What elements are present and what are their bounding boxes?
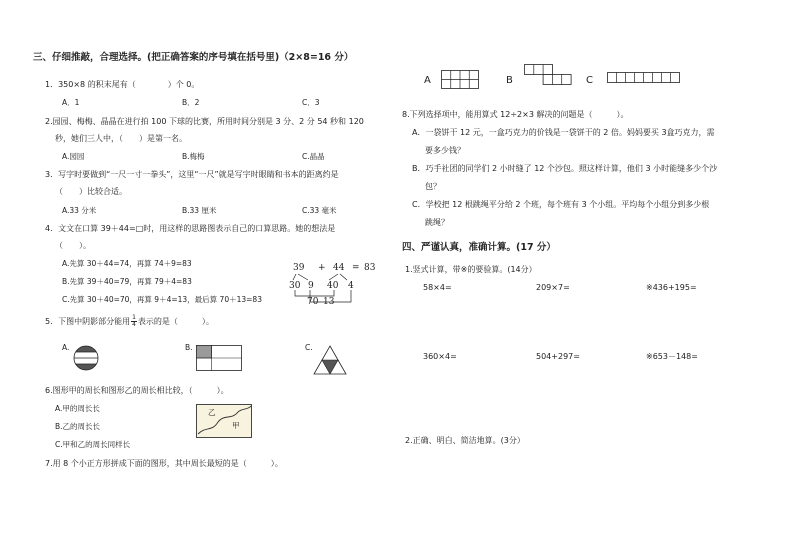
q7-option-a: A — [424, 75, 431, 86]
q4-option-b: B.先算 39＋40=79，再算 79＋4=83 — [62, 277, 192, 286]
q2-stem-line2: 秒，她们三人中，（ ）是第一名。 — [55, 134, 187, 143]
q8-option-b-line2: 包？ — [425, 182, 441, 191]
q1-stem: 1．350×8 的积末尾有（ ）个 0。 — [45, 80, 200, 89]
q1-option-a: A．1 — [62, 98, 80, 107]
q3-option-b: B.33 厘米 — [182, 206, 217, 215]
q6-option-b: B.乙的周长长 — [55, 422, 101, 431]
diagram-mid-30: 30 — [289, 281, 301, 291]
diagram-bottom-70: 70 — [307, 297, 319, 307]
section4-title: 四、严谨认真，准确计算。(17 分） — [402, 242, 556, 253]
q8-option-c-line2: 跳绳？ — [425, 218, 449, 227]
q3-stem-line2: （ ）比较合适。 — [55, 187, 127, 196]
section4-part1-instruction: 1.竖式计算，带※的要验算。(14分） — [405, 265, 537, 274]
q8-option-c-line1: C．学校把 12 根跳绳平分给 2 个班，每个班有 3 个小组。平均每个小组分到多少根 — [412, 200, 710, 209]
calc-item: 504+297= — [536, 352, 580, 361]
diagram-top-equals: = — [352, 263, 360, 273]
q5-fraction-denominator: 4 — [132, 321, 136, 328]
q3-option-a: A.33 分米 — [62, 206, 97, 215]
q6-option-c: C.甲和乙的周长同样长 — [55, 440, 131, 449]
q7-option-b: B — [506, 75, 513, 86]
diagram-mid-9: 9 — [308, 281, 314, 291]
section3-title: 三、仔细推敲，合理选择。(把正确答案的序号填在括号里)（2×8=16 分） — [33, 52, 354, 63]
q6-label-jia: 甲 — [232, 421, 240, 430]
q3-stem-line1: 3．写字时要做到“一尺一寸一拳头”，这里“一尺”就是写字时眼睛和书本的距离约是 — [45, 170, 339, 179]
calc-item: ※436+195= — [646, 283, 697, 292]
calc-item: 58×4= — [423, 283, 452, 292]
q5-triangle-figure — [313, 345, 347, 375]
q4-stem-line2: （ ）。 — [55, 241, 91, 250]
calc-item: 209×7= — [536, 283, 570, 292]
q4-option-a: A.先算 30＋44=74，再算 74＋9=83 — [62, 259, 192, 268]
diagram-top-83: 83 — [364, 263, 376, 273]
q5-stem — [45, 315, 214, 328]
diagram-top-plus: + — [318, 263, 326, 273]
q6-option-a: A.甲的周长长 — [55, 404, 100, 413]
q5-stem-pre: 5．下图中阴影部分能用 — [45, 317, 131, 326]
q5-option-b: B. — [185, 343, 193, 352]
diagram-bottom-13: 13 — [323, 297, 335, 307]
q5-fraction — [131, 315, 137, 328]
q2-option-c: C.晶晶 — [302, 152, 325, 161]
q1-option-b: B．2 — [182, 98, 200, 107]
q7-figure-b — [524, 64, 572, 86]
q2-option-a: A.园园 — [62, 152, 85, 161]
diagram-top-39: 39 — [293, 263, 305, 273]
q8-stem: 8.下列选择项中，能用算式 12÷2×3 解决的问题是（ ）。 — [402, 110, 629, 119]
q5-fraction-numerator: 1 — [132, 314, 136, 321]
q7-figure-c — [607, 72, 681, 84]
q1-option-c: C．3 — [302, 98, 320, 107]
q8-option-a-line1: A．一袋饼干 12 元，一盒巧克力的价钱是一袋饼干的 2 倍。妈妈要买 3盒巧克力，需 — [412, 128, 715, 137]
q7-option-c: C — [586, 75, 593, 86]
q6-stem: 6.图形甲的周长和图形乙的周长相比较，（ ）。 — [45, 386, 229, 395]
q2-stem-line1: 2.园园、梅梅、晶晶在进行拍 100 下球的比赛，所用时间分别是 3 分、2 分 54 秒和 120 — [45, 117, 364, 126]
q5-stem-post: 表示的是（ ）。 — [137, 317, 214, 326]
q7-stem: 7.用 8 个小正方形拼成下面的图形，其中周长最短的是（ ）。 — [45, 459, 283, 468]
q5-option-a: A. — [62, 343, 70, 352]
q6-figure-jia-yi — [196, 404, 252, 438]
q5-option-c: C. — [305, 343, 313, 352]
q5-striped-circle — [73, 345, 99, 371]
q8-option-b-line1: B．巧手社团的同学们 2 小时缝了 12 个沙包。照这样计算，他们 3 小时能缝多少个沙 — [412, 164, 718, 173]
q5-rectangle-figure — [196, 345, 242, 371]
q7-figure-a — [441, 70, 479, 90]
q2-option-b: B.梅梅 — [182, 152, 205, 161]
section4-part2-instruction: 2.正确、明白、简洁地算。(3分） — [405, 436, 525, 445]
diagram-top-44: 44 — [333, 263, 345, 273]
q3-option-c: C.33 毫米 — [302, 206, 337, 215]
q4-option-c: C.先算 30＋40=70，再算 9＋4=13，最后算 70＋13=83 — [62, 295, 262, 304]
diagram-mid-4: 4 — [348, 281, 354, 291]
calc-item: ※653－148= — [646, 352, 698, 361]
q4-stem-line1: 4．文文在口算 39＋44=□时，用这样的思路图表示自己的口算思路。她的想法是 — [45, 224, 336, 233]
calc-item: 360×4= — [423, 352, 457, 361]
q8-option-a-line2: 要多少钱？ — [425, 146, 465, 155]
q6-label-yi: 乙 — [208, 408, 216, 417]
diagram-mid-40: 40 — [327, 281, 339, 291]
